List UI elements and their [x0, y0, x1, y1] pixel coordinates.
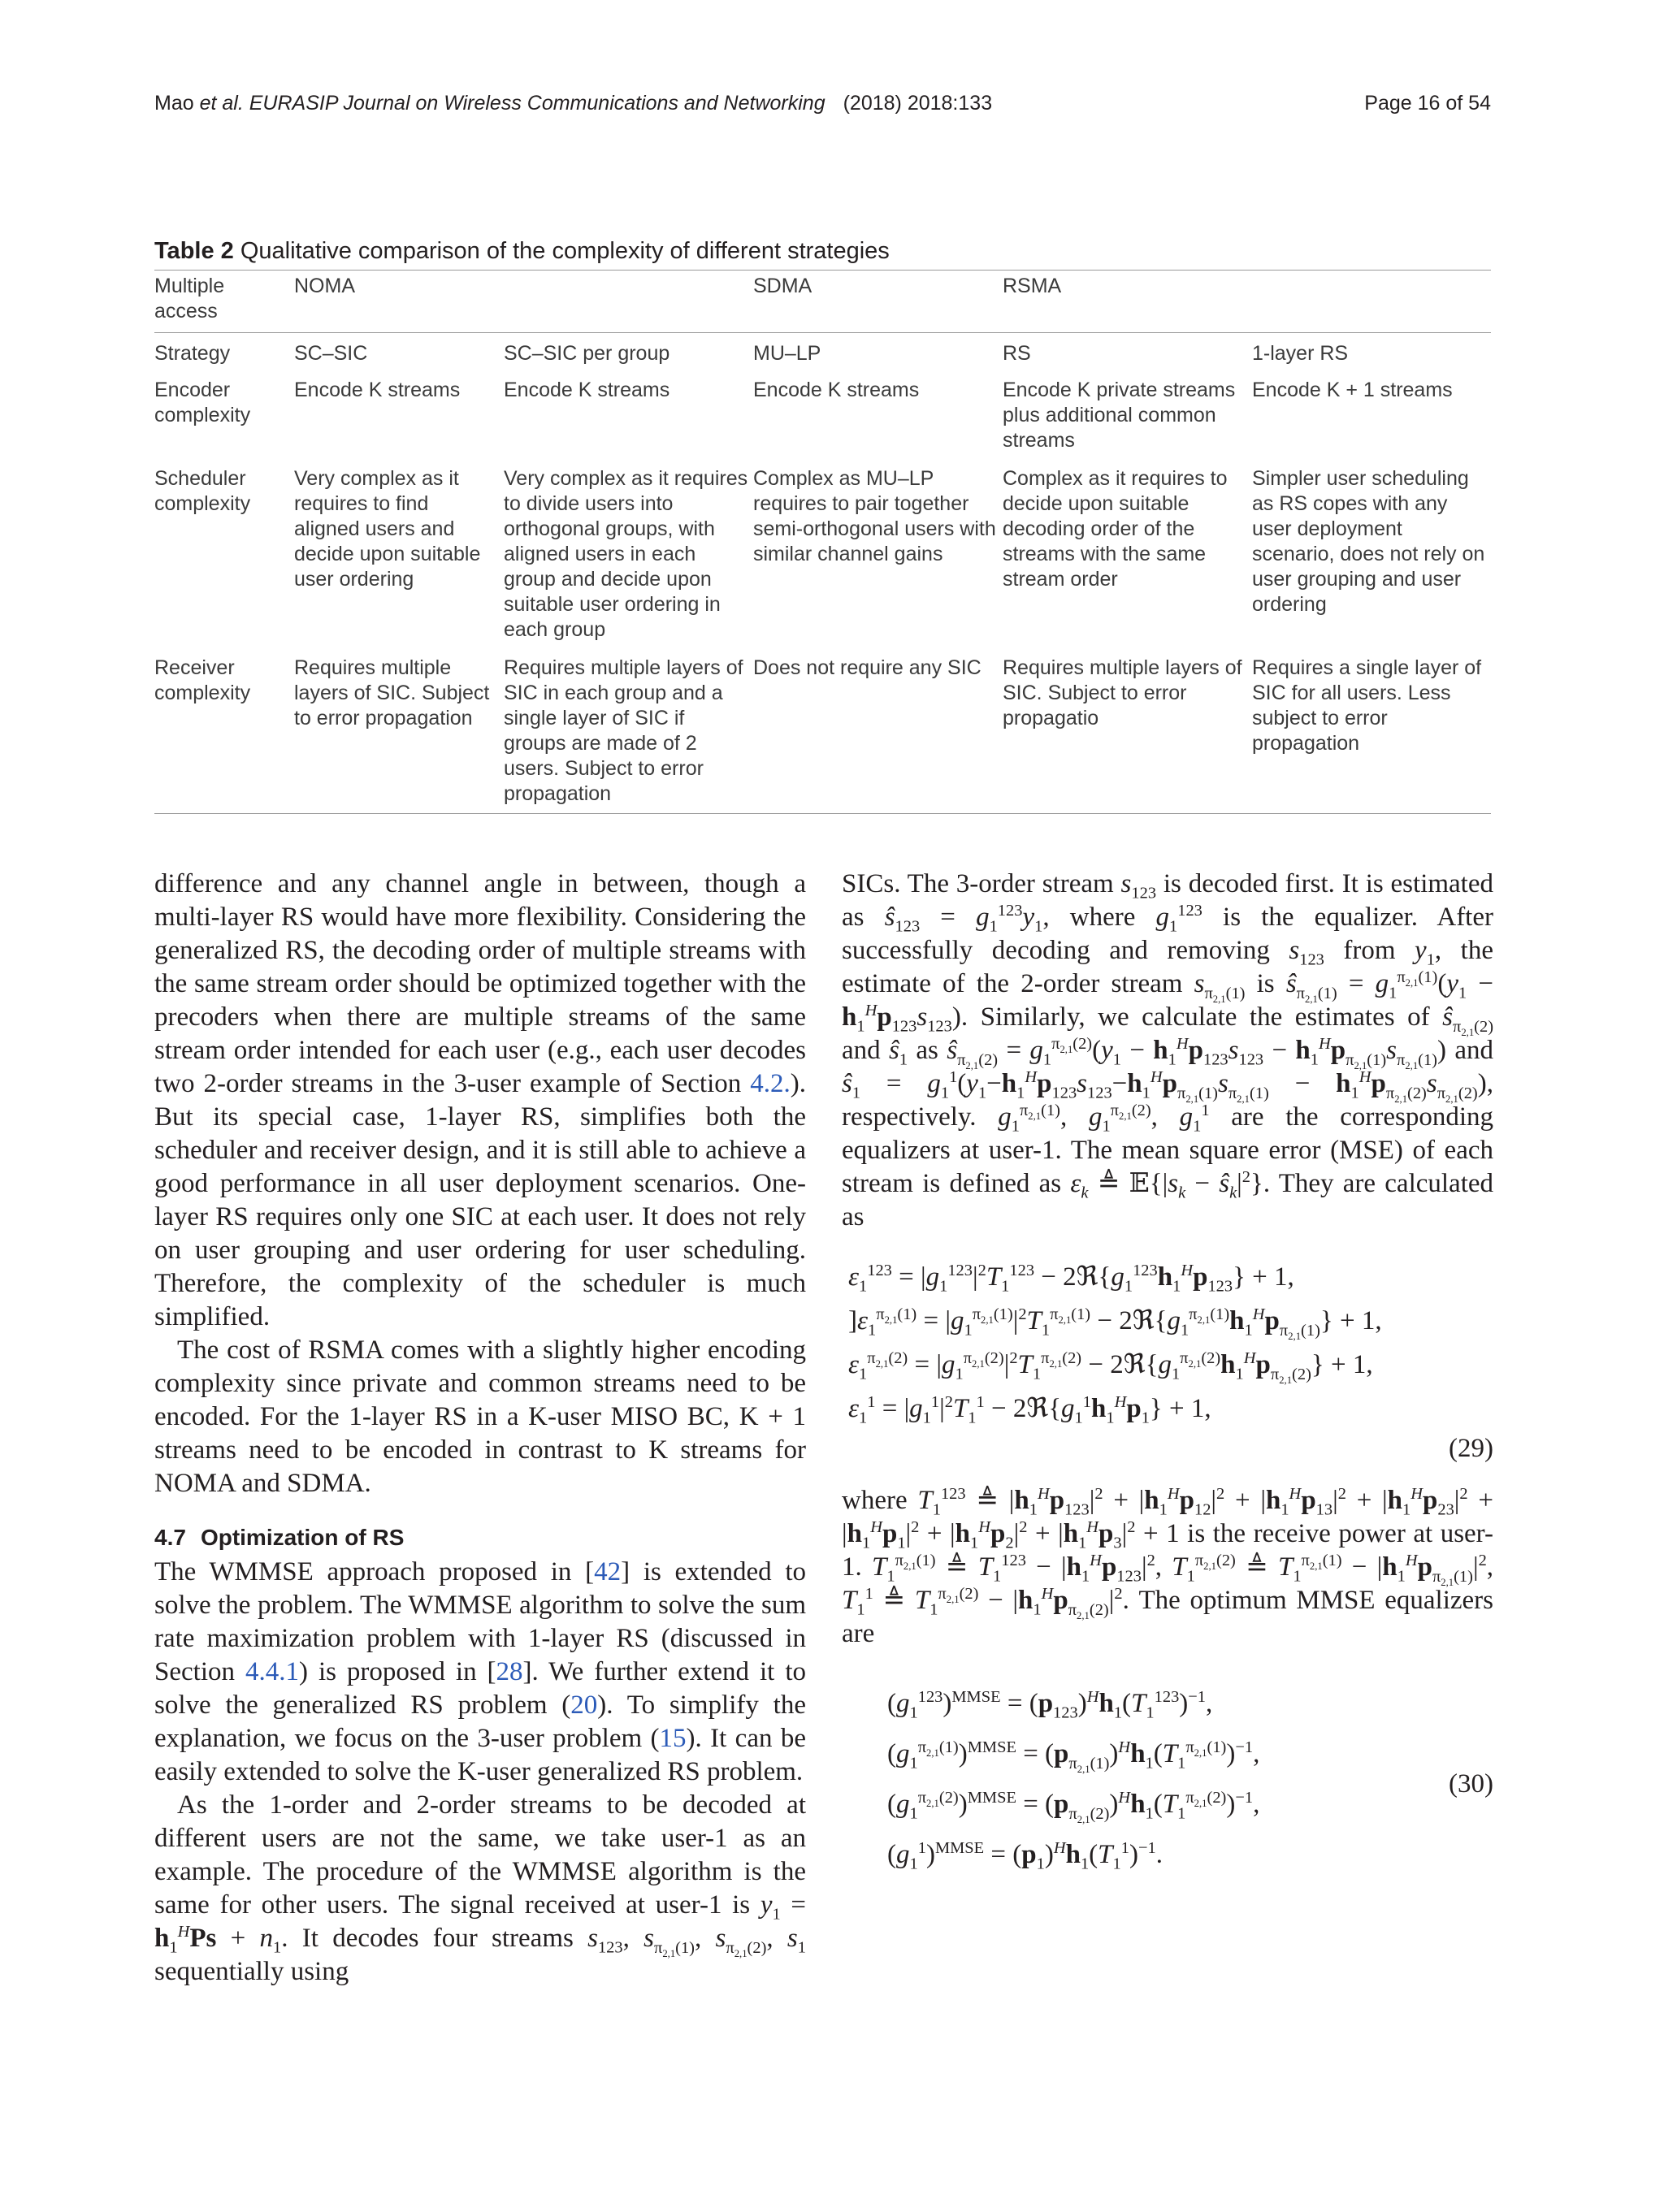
table-cell: Encode K streams — [294, 379, 461, 401]
paragraph: where $T_1^{123}$ ≜ $|h_1^Hp_{123}|^2 + |h_1^Hp_{12}|^2 + |h_1^Hp_{13}|^2 + |h_1^Hp_{23}|^2 + |h_1^Hp_1|^2 + |h_1^Hp_2|^2 + |h_1^Hp_3|^2 + 1$ is the receive power at user-1. $T_1^{\pi_{2,1}(1)}$ ≜ $T_1^{123} - |h_1^Hp_{123}|^2$, $T_1^{\pi_{2,1}(2)}$ ≜ $T_1^{\pi_{2,1}(1)} - |h_1^Hp_{\pi_{2,1}(1)}|^2$, $T_1^1$ ≜ $T_1^{\pi_{2,1}(2)} - |h_1^Hp_{\pi_{2,1}(2)}|^2$. The optimum MMSE equalizers are — [842, 1485, 1494, 1648]
table-cell — [1252, 271, 1491, 333]
page-number: Page 16 of 54 — [1364, 92, 1491, 115]
paragraph-text: . They are calculated as — [842, 1169, 1494, 1232]
paragraph-text: . The optimum MMSE equalizers are — [842, 1586, 1493, 1648]
table-cell: Very complex as it requires to divide users into orthogonal groups, with aligned users in each group and decide upon suitable user ordering in each group — [504, 467, 748, 641]
table-cell: 1-layer RS — [1252, 342, 1349, 365]
equation-link[interactable]: 20 — [570, 1690, 598, 1720]
paragraph-text: SICs. The 3-order stream — [842, 869, 1114, 898]
header-etal: et al. — [193, 92, 244, 115]
equation-line: $\varepsilon_1^1 = |g_1^1|^2T_1^1$ − $2ℜ\{g_1^1h_1^Hp_1\} + 1$, — [848, 1393, 1211, 1427]
table-cell: Requires multiple layers of SIC. Subject to error propagation — [294, 656, 504, 814]
equation-line: $(g_1^{\pi_{2,1}(1)})^{MMSE} = (p_{\pi_{2,1}(1)})^Hh_1(T_1^{\pi_{2,1}(1)})^{-1}$, — [887, 1738, 1260, 1775]
paragraph-text: ] is extended to solve the problem. The WMMSE algorithm to solve the sum rate maximization problem with 1-layer RS (discussed in Section — [154, 1557, 807, 1686]
paragraph-text: is decoded first. It is estimated as — [842, 869, 1493, 932]
section-heading — [154, 1523, 806, 1552]
complexity-table — [154, 271, 1491, 814]
paragraph-text: The WMMSE approach proposed in [ — [154, 1557, 595, 1586]
paragraph: The cost of RSMA comes with a slightly higher encoding complexity since private and common streams need to be encoded. For the 1-layer RS in a K-user MISO BC, K + 1 streams need to be encoded in contrast to K streams for NOMA and SDMA. — [154, 1335, 806, 1498]
table-cell: Encode K streams — [504, 379, 670, 401]
table-caption-text: Qualitative comparison of the complexity of different strategies — [233, 238, 890, 264]
table-caption — [154, 237, 1491, 265]
section-number: 4.7 — [154, 1525, 186, 1550]
table-cell: RSMA — [1003, 271, 1252, 333]
paragraph-text: ]. We further extend it to solve the generalized RS problem ( — [154, 1657, 807, 1720]
header-authors: Mao — [154, 92, 194, 115]
equation-line: $(g_1^1)^{MMSE} = (p_1)^Hh_1(T_1^1)^{-1}$. — [887, 1839, 1163, 1873]
table-row — [154, 656, 1491, 814]
table-row — [154, 333, 1491, 379]
table-cell: Requires multiple layers of SIC. Subject to error propagatio — [1003, 656, 1252, 814]
table-cell: Requires multiple layers of SIC in each group and a single layer of SIC if groups are made of 2 users. Subject to error propagation — [504, 656, 753, 814]
inline-math: h — [154, 1924, 170, 1953]
paragraph-text: is — [1256, 969, 1275, 998]
table-cell: Encoder complexity — [154, 379, 251, 426]
header-year-volume: (2018) 2018:133 — [843, 92, 993, 115]
paragraph-text: ). To simplify the explanation, we focus on the 3-user problem ( — [154, 1690, 806, 1753]
paragraph-text: ). It can be easily extended to solve the K-user generalized RS problem. — [154, 1724, 806, 1786]
table-2 — [154, 237, 1491, 814]
table-cell: Multiple access — [154, 271, 294, 333]
equation-line: $(g_1^{123})^{MMSE} = (p_{123})^Hh_1(T_1^{123})^{-1}$, — [887, 1688, 1213, 1722]
paragraph: SICs. The 3-order stream $s_{123}$ is decoded first. It is estimated as $ŝ_{123} = g_1^{123}y_1$, where $g_1^{123}$ is the equalizer. After successfully decoding and removing $s_{123}$ from $y_1$, the estimate of the 2-order stream $s_{\pi_{2,1}(1)}$ is $ŝ_{\pi_{2,1}(1)} = g_1^{\pi_{2,1}(1)}(y_1 - h_1^Hp_{123}s_{123})$. Similarly, we calculate the estimates of $ŝ_{\pi_{2,1}(2)}$ and $ŝ_1$ as $ŝ_{\pi_{2,1}(2)} = g_1^{\pi_{2,1}(2)}(y_1 - h_1^Hp_{123}s_{123} - h_1^Hp_{\pi_{2,1}(1)}s_{\pi_{2,1}(1)})$ and $ŝ_1 = g_1^1(y_1-h_1^Hp_{123}s_{123}-h_1^Hp_{\pi_{2,1}(1)}s_{\pi_{2,1}(1)} - h_1^Hp_{\pi_{2,1}(2)}s_{\pi_{2,1}(2)})$, respectively. $g_1^{\pi_{2,1}(1)}$, $g_1^{\pi_{2,1}(2)}$, $g_1^1$ are the corresponding equalizers at user-1. The mean square error (MSE) of each stream is defined as $\varepsilon_k$ ≜ $𝔼\{|s_k$ − $ŝ_k|^2$}. They are calculated as — [842, 869, 1494, 1232]
paragraph — [154, 1556, 806, 1789]
table-header-row — [154, 271, 1491, 333]
paragraph: As the 1-order and 2-order streams to be decoded at different users are not the same, we take user-1 as an example. The procedure of the WMMSE algorithm is the same for other users. The signal received at user-1 is $y_1 = h_1^HPs + n_1$. It decodes four streams $s_{123}$, $s_{\pi_{2,1}(1)}$, $s_{\pi_{2,1}(2)}$, $s_1$ sequentially using — [154, 1790, 807, 1986]
paragraph-text: difference and any channel angle in between, though a multi-layer RS would have more flexibility. Considering the generalized RS, the decoding order of multiple streams with the same stream order should be optimized together with the precoders when there are multiple streams of the same stream order intended for each user (e.g., each user decodes two 2-order streams in the 3-user example of Section — [154, 869, 806, 1098]
equation-link[interactable]: 15 — [659, 1724, 687, 1753]
paragraph-text: where — [842, 1486, 908, 1515]
equation-number: (29) — [1449, 1434, 1493, 1463]
section-title: Optimization of RS — [200, 1525, 405, 1550]
citation-link[interactable]: 42 — [594, 1557, 622, 1586]
paragraph-text: . Similarly, we calculate the estimates of — [960, 1002, 1430, 1032]
header-journal: EURASIP Journal on Wireless Communications and Networking — [243, 92, 826, 115]
table-cell: Encode K private streams plus additional common streams — [1003, 379, 1236, 452]
equation-line: ]$\varepsilon_1^{\pi_{2,1}(1)} = |g_1^{\pi_{2,1}(1)}|^2T_1^{\pi_{2,1}(1)}$ − $2ℜ\{g_1^{\pi_{2,1}(1)}h_1^Hp_{\pi_{2,1}(1)}\} + 1$, — [848, 1305, 1382, 1342]
table-cell: NOMA — [294, 271, 504, 333]
table-cell: MU–LP — [753, 342, 821, 365]
equation-line: $(g_1^{\pi_{2,1}(2)})^{MMSE} = (p_{\pi_{2,1}(2)})^Hh_1(T_1^{\pi_{2,1}(2)})^{-1}$, — [887, 1789, 1260, 1825]
table-cell: Complex as MU–LP requires to pair together semi-orthogonal users with similar channel gains — [753, 467, 996, 565]
section-link[interactable]: 4.2. — [750, 1069, 791, 1098]
table-cell: Encode K + 1 streams — [1252, 379, 1453, 401]
running-header — [154, 92, 1491, 124]
paragraph-text: , the estimate of the 2-order stream — [842, 936, 1493, 998]
table-cell — [504, 271, 753, 333]
table-cell: Very complex as it requires to find aligned users and decide upon suitable user ordering — [294, 467, 481, 591]
table-cell: Complex as it requires to decide upon suitable decoding order of the streams with the same stream order — [1003, 467, 1228, 591]
table-cell: Receiver complexity — [154, 656, 294, 814]
equation-number: (30) — [1449, 1769, 1493, 1799]
left-column — [154, 868, 806, 1989]
paragraph — [154, 868, 806, 1334]
citation-line — [154, 92, 992, 115]
paragraph-text: are the corresponding equalizers at user-1. The mean square error (MSE) of each stream is defined as — [842, 1102, 1494, 1198]
paragraph-text: is the equalizer. After successfully decoding and removing — [842, 903, 1493, 965]
right-column — [842, 868, 1493, 1880]
table-cell: Does not require any SIC — [753, 656, 1003, 814]
table-cell: RS — [1003, 342, 1031, 365]
paragraph-text: ). But its special case, 1-layer RS, simplifies both the scheduler and receiver design, and it is still able to achieve a good performance in all user deployment scenarios. One-layer RS requires only one SIC at each user. It does not rely on user grouping and user ordering for user scheduling. Therefore, the complexity of the scheduler is much simplified. — [154, 1069, 806, 1331]
equation-30 — [842, 1678, 1493, 1880]
table-cell: Simpler user scheduling as RS copes with any user deployment scenario, does not rely on user grouping and user ordering — [1252, 467, 1485, 616]
paragraph-text: and — [842, 1036, 881, 1065]
citation-link[interactable]: 28 — [496, 1657, 523, 1686]
table-cell: SC–SIC per group — [504, 342, 670, 365]
paragraph-text: from — [1343, 936, 1396, 965]
table-cell: Requires a single layer of SIC for all users. Less subject to error propagation — [1252, 656, 1491, 814]
table-cell: Scheduler complexity — [154, 467, 251, 515]
paragraph-text: ) is proposed in [ — [298, 1657, 496, 1686]
table-cell: Encode K streams — [753, 379, 920, 401]
table-row — [154, 466, 1491, 656]
table-cell: SC–SIC — [294, 342, 368, 365]
equation-number-row — [842, 1431, 1493, 1466]
table-caption-label: Table 2 — [154, 238, 234, 264]
section-link[interactable]: 4.4.1 — [245, 1657, 299, 1686]
paragraph-text: , respectively. — [842, 1069, 1493, 1132]
equation-line: $\varepsilon_1^{\pi_{2,1}(2)} = |g_1^{\pi_{2,1}(2)}|^2T_1^{\pi_{2,1}(2)}$ − $2ℜ\{g_1^{\pi_{2,1}(2)}h_1^Hp_{\pi_{2,1}(2)}\} + 1$, — [848, 1349, 1373, 1386]
equation-29 — [842, 1255, 1493, 1466]
inline-math: y — [760, 1890, 773, 1920]
table-cell: SDMA — [753, 271, 1003, 333]
paragraph-text: and — [1454, 1036, 1493, 1065]
equation-line: $\varepsilon_1^{123} = |g_1^{123}|^2T_1^{123}$ − $2ℜ\{g_1^{123}h_1^Hp_{123}\} + 1$, — [848, 1262, 1294, 1296]
paragraph-text: is the receive power at user-1. — [842, 1519, 1494, 1582]
paragraph-text: as — [916, 1036, 938, 1065]
paragraph-text: As the 1-order and 2-order streams to be decoded at different users are not the same, we take user-1 as an example. The procedure of the WMMSE algorithm is the same for other users. The signal received at user-1 is — [154, 1790, 806, 1920]
paragraph-text: , where — [1042, 903, 1136, 932]
table-cell: Strategy — [154, 342, 231, 365]
table-row — [154, 378, 1491, 466]
